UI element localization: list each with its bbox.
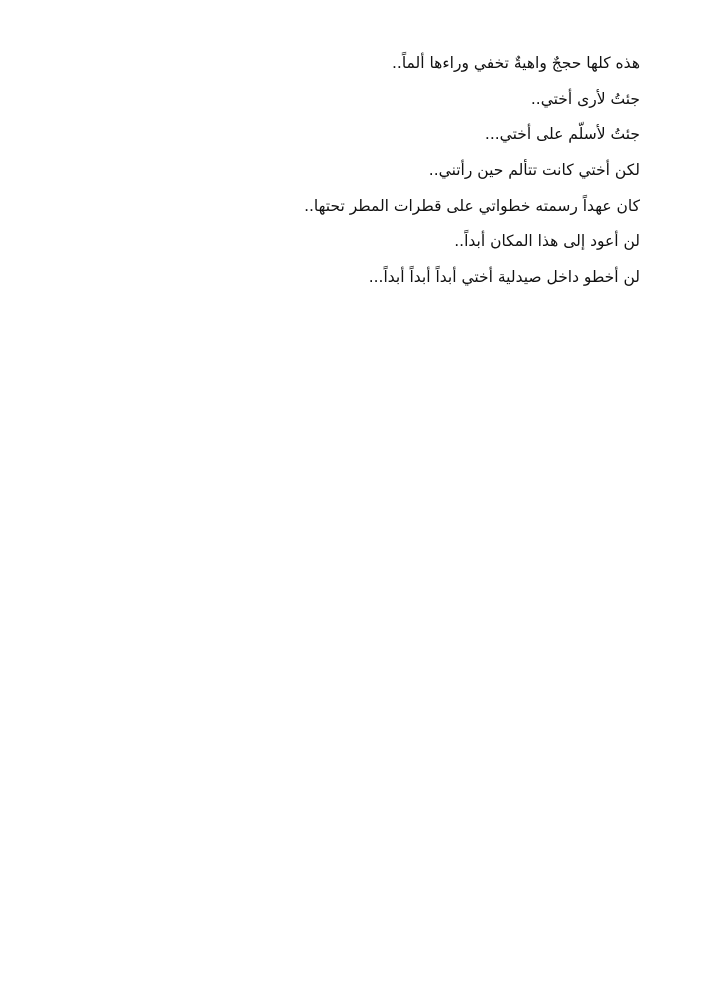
text-line-2: جئتُ لأرى أختي.. xyxy=(530,89,640,108)
text-line-7: لن أخطو داخل صيدلية أختي أبداً أبداً أبداً... xyxy=(368,268,640,287)
text-body xyxy=(40,50,640,300)
text-line-1: هذه كلها حججٌ واهيةٌ تخفي وراءها ألماً.. xyxy=(391,54,640,72)
text-line-6: لن أعود إلى هذا المكان أبداً.. xyxy=(454,232,640,251)
text-line-3: جئتُ لأسلّم على أختي... xyxy=(484,125,640,144)
text-line-4: لكن أختي كانت تتألم حين رأتني.. xyxy=(428,161,640,180)
text-line-5: كان عهداً رسمته خطواتي على قطرات المطر تحتها.. xyxy=(304,196,640,215)
